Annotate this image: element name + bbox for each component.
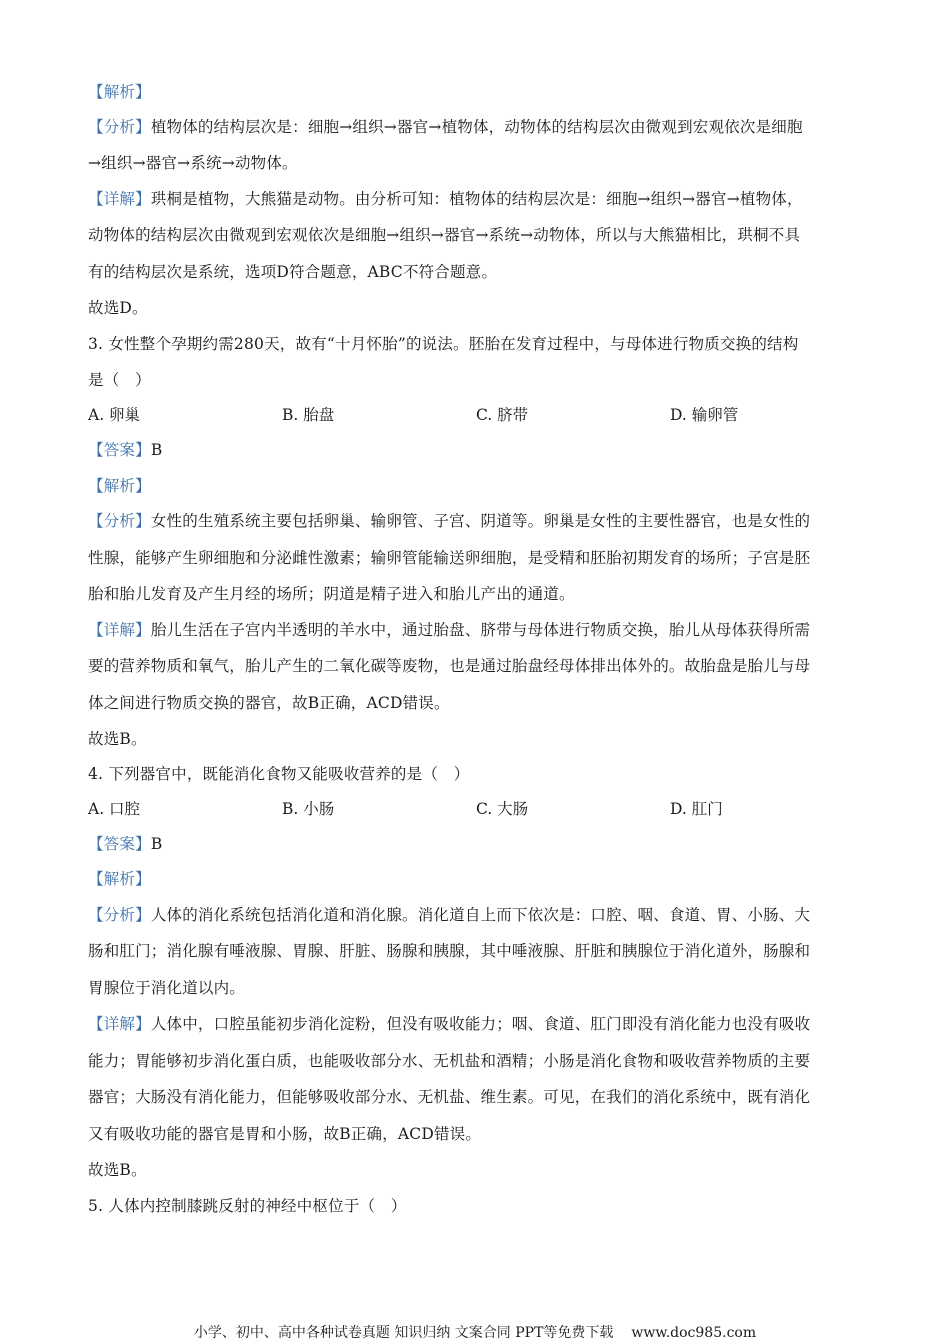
- option-b: B. 胎盘: [282, 406, 335, 424]
- option-b: B. 小肠: [282, 800, 335, 818]
- text-line: 要的营养物质和氧气，胎儿产生的二氧化碳等废物，也是通过胎盘经母体排出体外的。故胎盘是胎儿与母: [88, 657, 811, 675]
- text-line: 女性的生殖系统主要包括卵巢、输卵管、子宫、阴道等。卵巢是女性的主要性器官，也是女性的: [150, 512, 811, 530]
- page-footer: [0, 1322, 950, 1342]
- analysis-paragraph: [88, 116, 860, 138]
- analysis-paragraph: [88, 904, 860, 926]
- text-line: 有的结构层次是系统，选项D符合题意，ABC不符合题意。: [88, 263, 498, 281]
- text-line: 胎和胎儿发育及产生月经的场所；阴道是精子进入和胎儿产出的通道。: [88, 585, 575, 603]
- xiangjie-label: 【详解】: [88, 621, 151, 639]
- xiangjie-label: 【详解】: [88, 1015, 151, 1033]
- footer-link[interactable]: www.doc985.com: [631, 1325, 757, 1341]
- text-line: 是（ ）: [88, 371, 151, 389]
- text-line: 胃腺位于消化道以内。: [88, 979, 246, 997]
- text-line: 肠和肛门；消化腺有唾液腺、胃腺、肝脏、肠腺和胰腺，其中唾液腺、肝脏和胰腺位于消化道外，肠腺和: [88, 942, 811, 960]
- answer-label: 【答案】: [88, 835, 151, 853]
- text-line: →组织→器官→系统→动物体。: [88, 154, 298, 172]
- conclusion: 故选B。: [88, 730, 147, 748]
- fenxi-label: 【分析】: [88, 512, 151, 530]
- analysis-paragraph: [88, 510, 860, 532]
- text-line: 动物体的结构层次由微观到宏观依次是细胞→组织→器官→系统→动物体，所以与大熊猫相比，珙桐不具: [88, 226, 801, 244]
- text-line: 人体中，口腔虽能初步消化淀粉，但没有吸收能力；咽、食道、肛门即没有消化能力也没有吸收: [150, 1015, 811, 1033]
- text-line: 植物体的结构层次是：细胞→组织→器官→植物体，动物体的结构层次由微观到宏观依次是细胞: [150, 118, 803, 136]
- text-line: 体之间进行物质交换的器官，故B正确，ACD错误。: [88, 694, 450, 712]
- question-5-stem: 5. 人体内控制膝跳反射的神经中枢位于（ ）: [88, 1197, 407, 1215]
- fenxi-label: 【分析】: [88, 906, 151, 924]
- question-3-stem: 3. 女性整个孕期约需280天，故有“十月怀胎”的说法。胚胎在发育过程中，与母体进行物质交换的结构: [88, 335, 799, 353]
- text-line: 人体的消化系统包括消化道和消化腺。消化道自上而下依次是：口腔、咽、食道、胃、小肠、大: [150, 906, 811, 924]
- answer-value: B: [150, 441, 163, 459]
- xiangjie-label: 【详解】: [88, 190, 151, 208]
- text-line: 珙桐是植物，大熊猫是动物。由分析可知：植物体的结构层次是：细胞→组织→器官→植物体，: [150, 190, 803, 208]
- analysis-label: 【解析】: [88, 83, 151, 101]
- question-4-stem: 4. 下列器官中，既能消化食物又能吸收营养的是（ ）: [88, 765, 470, 783]
- option-a: A. 口腔: [88, 800, 141, 818]
- option-c: C. 脐带: [476, 406, 529, 424]
- detail-paragraph: [88, 1013, 860, 1035]
- conclusion: 故选D。: [88, 299, 148, 317]
- answer-label: 【答案】: [88, 441, 151, 459]
- text-line: 又有吸收功能的器官是胃和小肠，故B正确，ACD错误。: [88, 1125, 482, 1143]
- text-line: 胎儿生活在子宫内半透明的羊水中，通过胎盘、脐带与母体进行物质交换，胎儿从母体获得所需: [150, 621, 811, 639]
- option-a: A. 卵巢: [88, 406, 141, 424]
- fenxi-label: 【分析】: [88, 118, 151, 136]
- analysis-label: 【解析】: [88, 870, 151, 888]
- analysis-label: 【解析】: [88, 477, 151, 495]
- footer-text: 小学、初中、高中各种试卷真题 知识归纳 文案合同 PPT等免费下载: [193, 1325, 614, 1341]
- answer-line: [88, 833, 860, 855]
- option-d: D. 肛门: [670, 800, 723, 818]
- answer-value: B: [150, 835, 163, 853]
- option-c: C. 大肠: [476, 800, 529, 818]
- detail-paragraph: [88, 619, 860, 641]
- option-d: D. 输卵管: [670, 406, 739, 424]
- answer-line: [88, 439, 860, 461]
- detail-paragraph: [88, 188, 860, 210]
- conclusion: 故选B。: [88, 1161, 147, 1179]
- text-line: 性腺，能够产生卵细胞和分泌雌性激素；输卵管能输送卵细胞，是受精和胚胎初期发育的场所；子宫是胚: [88, 549, 811, 567]
- text-line: 器官；大肠没有消化能力，但能够吸收部分水、无机盐、维生素。可见，在我们的消化系统中，既有消化: [88, 1088, 811, 1106]
- text-line: 能力；胃能够初步消化蛋白质，也能吸收部分水、无机盐和酒精；小肠是消化食物和吸收营养物质的主要: [88, 1052, 811, 1070]
